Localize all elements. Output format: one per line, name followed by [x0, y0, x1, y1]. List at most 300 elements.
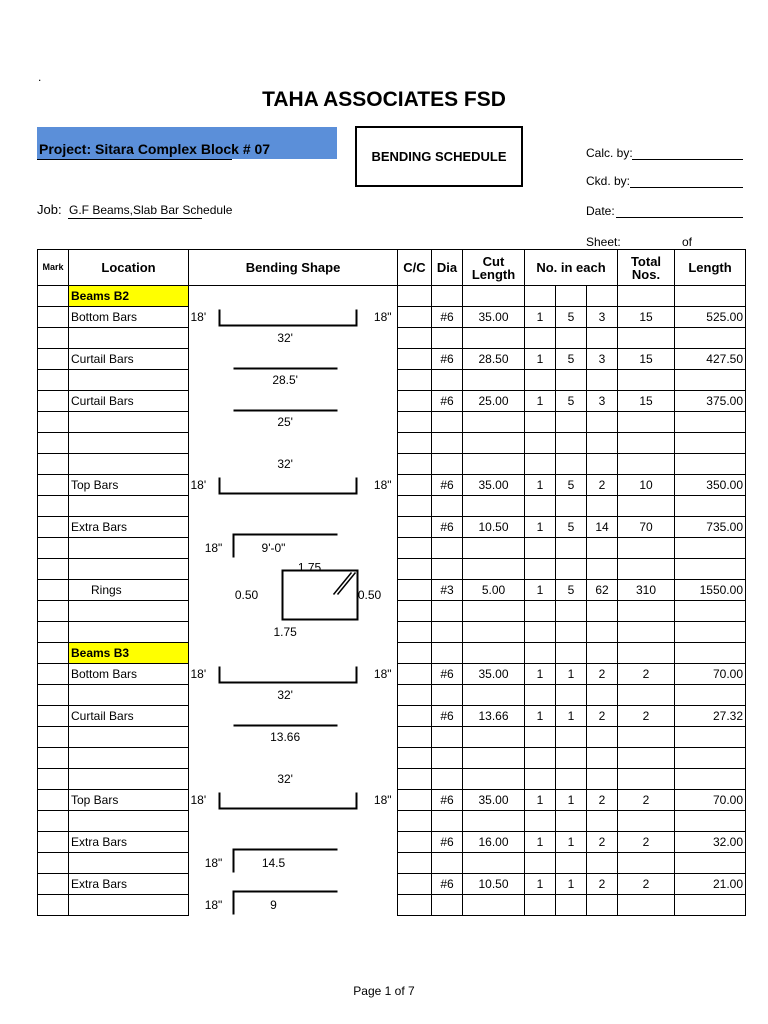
cell-len: 350.00	[675, 475, 746, 496]
cell-dia	[432, 685, 463, 706]
bar-left-length: 18'	[190, 667, 207, 681]
company-title: TAHA ASSOCIATES FSD	[262, 88, 506, 111]
bar-left-length: 18'	[190, 793, 207, 807]
cell-cut	[463, 370, 525, 391]
cell-total	[618, 433, 675, 454]
cell-cc	[398, 832, 432, 853]
cell-n1	[525, 559, 556, 580]
cell-loc: Extra Bars	[69, 832, 189, 853]
table-row	[38, 496, 746, 517]
cell-loc	[69, 370, 189, 391]
cell-len	[675, 769, 746, 790]
cell-n3	[587, 769, 618, 790]
table-row	[38, 601, 746, 622]
cell-shape	[189, 811, 398, 832]
cell-len	[675, 286, 746, 307]
cell-loc: Top Bars	[69, 475, 189, 496]
cell-dia	[432, 748, 463, 769]
cell-cc	[398, 370, 432, 391]
cell-n1	[525, 412, 556, 433]
cell-len	[675, 895, 746, 916]
cell-n1	[525, 370, 556, 391]
cell-shape	[189, 685, 398, 706]
cell-n2	[556, 769, 587, 790]
cell-shape	[189, 538, 398, 559]
cell-mark	[38, 454, 69, 475]
cell-len: 32.00	[675, 832, 746, 853]
table-row	[38, 412, 746, 433]
cell-loc: Extra Bars	[69, 874, 189, 895]
cell-mark	[38, 391, 69, 412]
table-row	[38, 433, 746, 454]
cell-n2	[556, 748, 587, 769]
cell-dia	[432, 622, 463, 643]
cell-loc	[69, 622, 189, 643]
cell-total	[618, 559, 675, 580]
cell-n1: 1	[525, 832, 556, 853]
cell-n3: 2	[587, 832, 618, 853]
cell-cut	[463, 769, 525, 790]
cell-n3: 14	[587, 517, 618, 538]
cell-shape	[189, 601, 398, 622]
cell-n3	[587, 601, 618, 622]
extra-bar-hook-length: 18"	[204, 898, 223, 912]
cell-loc	[69, 328, 189, 349]
cell-dia: #3	[432, 580, 463, 601]
cell-dia	[432, 328, 463, 349]
col-location: Location	[69, 250, 189, 286]
cell-shape	[189, 748, 398, 769]
table-row	[38, 811, 746, 832]
cell-shape	[189, 454, 398, 475]
table-row	[38, 769, 746, 790]
col-mark: Mark	[38, 250, 69, 286]
cell-loc: Curtail Bars	[69, 349, 189, 370]
cell-total	[618, 496, 675, 517]
cell-loc	[69, 895, 189, 916]
table-row	[38, 832, 746, 853]
cell-total	[618, 622, 675, 643]
cell-dia	[432, 370, 463, 391]
cell-shape	[189, 622, 398, 643]
cell-n3	[587, 454, 618, 475]
ring-top-length: 1.75	[297, 560, 322, 575]
cell-total: 15	[618, 391, 675, 412]
cell-shape	[189, 517, 398, 538]
cell-n2	[556, 622, 587, 643]
cell-mark	[38, 286, 69, 307]
cell-shape	[189, 643, 398, 664]
date-label: Date:	[586, 204, 615, 218]
cell-mark	[38, 769, 69, 790]
cell-n2	[556, 895, 587, 916]
cell-total	[618, 895, 675, 916]
job-underline	[68, 218, 202, 219]
cell-dia: #6	[432, 664, 463, 685]
table-row	[38, 517, 746, 538]
bar-right-length: 18"	[373, 478, 392, 492]
ckd-by-line	[630, 187, 743, 188]
cell-n2	[556, 433, 587, 454]
cell-mark	[38, 559, 69, 580]
cell-total	[618, 412, 675, 433]
cell-mark	[38, 748, 69, 769]
cell-mark	[38, 496, 69, 517]
cell-total	[618, 538, 675, 559]
table-row	[38, 853, 746, 874]
table-row	[38, 727, 746, 748]
cell-n3: 2	[587, 475, 618, 496]
extra-bar-hook-length: 18"	[204, 856, 223, 870]
cell-shape	[189, 475, 398, 496]
cell-n2: 5	[556, 475, 587, 496]
cell-n1	[525, 811, 556, 832]
cell-shape	[189, 580, 398, 601]
table-row	[38, 643, 746, 664]
bar-span-length: 32'	[277, 457, 293, 471]
cell-total: 2	[618, 832, 675, 853]
cell-total: 10	[618, 475, 675, 496]
cell-total: 15	[618, 307, 675, 328]
cell-cc	[398, 454, 432, 475]
cell-cc	[398, 433, 432, 454]
cell-n1	[525, 643, 556, 664]
cell-n2	[556, 370, 587, 391]
cell-dia	[432, 601, 463, 622]
cell-cut	[463, 643, 525, 664]
cell-mark	[38, 706, 69, 727]
cell-len	[675, 685, 746, 706]
table-row	[38, 538, 746, 559]
cell-n2	[556, 727, 587, 748]
cell-n1: 1	[525, 517, 556, 538]
cell-cc	[398, 349, 432, 370]
extra-bar-length: 9	[270, 898, 277, 912]
cell-len	[675, 454, 746, 475]
cell-cut	[463, 685, 525, 706]
cell-shape	[189, 433, 398, 454]
project-underline	[37, 159, 232, 160]
cell-loc: Extra Bars	[69, 517, 189, 538]
cell-loc: Curtail Bars	[69, 391, 189, 412]
cell-n1	[525, 727, 556, 748]
col-cut-length: Cut Length	[463, 250, 525, 286]
ckd-by-label: Ckd. by:	[586, 174, 631, 188]
cell-cut: 16.00	[463, 832, 525, 853]
cell-dia	[432, 853, 463, 874]
cell-loc	[69, 685, 189, 706]
cell-loc	[69, 748, 189, 769]
cell-shape	[189, 874, 398, 895]
cell-dia: #6	[432, 307, 463, 328]
cell-n1: 1	[525, 580, 556, 601]
cell-total	[618, 286, 675, 307]
cell-mark	[38, 811, 69, 832]
cell-n1: 1	[525, 790, 556, 811]
cell-dia	[432, 433, 463, 454]
cell-mark	[38, 664, 69, 685]
cell-len	[675, 622, 746, 643]
cell-n2	[556, 538, 587, 559]
cell-cc	[398, 874, 432, 895]
bar-span-length: 13.66	[270, 730, 301, 744]
cell-dia	[432, 538, 463, 559]
cell-cc	[398, 496, 432, 517]
bar-right-length: 18"	[373, 310, 392, 324]
cell-len	[675, 727, 746, 748]
bar-span-length: 32'	[277, 772, 293, 786]
cell-shape	[189, 349, 398, 370]
cell-shape	[189, 769, 398, 790]
cell-total	[618, 328, 675, 349]
cell-n2	[556, 496, 587, 517]
cell-n2: 5	[556, 307, 587, 328]
cell-mark	[38, 643, 69, 664]
cell-cc	[398, 559, 432, 580]
cell-cut: 5.00	[463, 580, 525, 601]
cell-shape	[189, 790, 398, 811]
cell-cc	[398, 706, 432, 727]
cell-total	[618, 727, 675, 748]
cell-mark	[38, 538, 69, 559]
cell-n3: 2	[587, 664, 618, 685]
col-total-nos: Total Nos.	[618, 250, 675, 286]
cell-mark	[38, 580, 69, 601]
cell-dia: #6	[432, 832, 463, 853]
cell-cut	[463, 454, 525, 475]
cell-total: 15	[618, 349, 675, 370]
cell-len	[675, 328, 746, 349]
cell-n1: 1	[525, 349, 556, 370]
cell-n3: 62	[587, 580, 618, 601]
cell-cc	[398, 307, 432, 328]
col-no-in-each: No. in each	[525, 250, 618, 286]
cell-dia	[432, 811, 463, 832]
cell-cc	[398, 538, 432, 559]
cell-cc	[398, 853, 432, 874]
cell-cut: 13.66	[463, 706, 525, 727]
cell-n1	[525, 853, 556, 874]
cell-loc: Bottom Bars	[69, 307, 189, 328]
bar-span-length: 28.5'	[272, 373, 298, 387]
col-dia: Dia	[432, 250, 463, 286]
cell-n1	[525, 895, 556, 916]
cell-cut: 25.00	[463, 391, 525, 412]
extra-bar-length: 14.5	[261, 856, 286, 870]
cell-loc	[69, 769, 189, 790]
cell-len: 525.00	[675, 307, 746, 328]
cell-cc	[398, 685, 432, 706]
sheet-of-label: of	[682, 235, 693, 249]
cell-dia	[432, 895, 463, 916]
extra-bar-hook-length: 18"	[204, 541, 223, 555]
table-row	[38, 559, 746, 580]
col-cc: C/C	[398, 250, 432, 286]
cell-cc	[398, 286, 432, 307]
cell-n3	[587, 622, 618, 643]
bar-span-length: 32'	[277, 331, 293, 345]
table-row	[38, 391, 746, 412]
cell-cc	[398, 748, 432, 769]
cell-n2: 1	[556, 664, 587, 685]
cell-n3	[587, 559, 618, 580]
cell-shape	[189, 307, 398, 328]
cell-len: 735.00	[675, 517, 746, 538]
cell-shape	[189, 412, 398, 433]
cell-cut	[463, 853, 525, 874]
cell-mark	[38, 790, 69, 811]
bar-left-length: 18'	[190, 310, 207, 324]
cell-n2: 5	[556, 580, 587, 601]
cell-cc	[398, 517, 432, 538]
date-line	[616, 217, 743, 218]
cell-shape	[189, 832, 398, 853]
cell-total	[618, 769, 675, 790]
table-row	[38, 895, 746, 916]
cell-total	[618, 811, 675, 832]
cell-cc	[398, 601, 432, 622]
cell-mark	[38, 895, 69, 916]
cell-n1: 1	[525, 391, 556, 412]
cell-n1: 1	[525, 307, 556, 328]
cell-loc: Rings	[69, 580, 189, 601]
cell-n3: 3	[587, 307, 618, 328]
cell-total	[618, 853, 675, 874]
table-row	[38, 475, 746, 496]
cell-len: 70.00	[675, 790, 746, 811]
extra-bar-length: 9'-0"	[261, 541, 286, 555]
cell-mark	[38, 622, 69, 643]
cell-n3: 3	[587, 349, 618, 370]
cell-cc	[398, 475, 432, 496]
cell-len: 427.50	[675, 349, 746, 370]
cell-shape	[189, 286, 398, 307]
bar-span-length: 25'	[277, 415, 293, 429]
table-row	[38, 349, 746, 370]
calc-by-label: Calc. by:	[586, 146, 633, 160]
cell-total	[618, 601, 675, 622]
cell-shape	[189, 664, 398, 685]
cell-len	[675, 559, 746, 580]
cell-n2: 5	[556, 349, 587, 370]
cell-cc	[398, 643, 432, 664]
cell-cut: 35.00	[463, 664, 525, 685]
cell-len	[675, 853, 746, 874]
bending-schedule-box: BENDING SCHEDULE	[355, 126, 523, 187]
cell-cc	[398, 769, 432, 790]
table-row	[38, 874, 746, 895]
cell-loc: Top Bars	[69, 790, 189, 811]
cell-mark	[38, 832, 69, 853]
cell-cut: 28.50	[463, 349, 525, 370]
cell-n2	[556, 643, 587, 664]
cell-n2	[556, 601, 587, 622]
cell-n2	[556, 811, 587, 832]
bar-span-length: 32'	[277, 688, 293, 702]
cell-cc	[398, 727, 432, 748]
cell-n2: 5	[556, 391, 587, 412]
cell-cc	[398, 580, 432, 601]
table-row	[38, 664, 746, 685]
cell-dia	[432, 286, 463, 307]
cell-cc	[398, 811, 432, 832]
col-bending-shape: Bending Shape	[189, 250, 398, 286]
cell-n2: 1	[556, 706, 587, 727]
bar-right-length: 18"	[373, 793, 392, 807]
cell-cut	[463, 538, 525, 559]
ring-right-length: 0.50	[357, 588, 382, 602]
cell-shape	[189, 559, 398, 580]
cell-loc	[69, 433, 189, 454]
cell-len	[675, 748, 746, 769]
cell-loc	[69, 559, 189, 580]
cell-n3: 2	[587, 874, 618, 895]
cell-cut	[463, 811, 525, 832]
cell-loc	[69, 853, 189, 874]
cell-n2	[556, 412, 587, 433]
cell-n1	[525, 286, 556, 307]
bar-left-length: 18'	[190, 478, 207, 492]
cell-n3	[587, 370, 618, 391]
cell-total: 2	[618, 664, 675, 685]
cell-shape	[189, 496, 398, 517]
cell-dia	[432, 454, 463, 475]
calc-by-line	[632, 159, 743, 160]
cell-total: 70	[618, 517, 675, 538]
cell-n2	[556, 454, 587, 475]
cell-len: 21.00	[675, 874, 746, 895]
cell-mark	[38, 727, 69, 748]
cell-len	[675, 538, 746, 559]
cell-dia: #6	[432, 517, 463, 538]
cell-cut	[463, 328, 525, 349]
table-row	[38, 748, 746, 769]
cell-len	[675, 433, 746, 454]
cell-cut: 10.50	[463, 874, 525, 895]
cell-shape	[189, 727, 398, 748]
cell-total: 2	[618, 874, 675, 895]
cell-mark	[38, 328, 69, 349]
cell-cut	[463, 748, 525, 769]
cell-dia	[432, 496, 463, 517]
cell-cc	[398, 328, 432, 349]
cell-dia: #6	[432, 874, 463, 895]
cell-n3	[587, 748, 618, 769]
cell-cc	[398, 790, 432, 811]
cell-n2: 1	[556, 832, 587, 853]
cell-mark	[38, 517, 69, 538]
cell-dia: #6	[432, 475, 463, 496]
cell-len	[675, 496, 746, 517]
cell-mark	[38, 349, 69, 370]
cell-shape	[189, 853, 398, 874]
cell-total	[618, 454, 675, 475]
cell-cc	[398, 895, 432, 916]
cell-n3	[587, 433, 618, 454]
cell-total	[618, 643, 675, 664]
cell-len: 1550.00	[675, 580, 746, 601]
cell-n1: 1	[525, 475, 556, 496]
cell-cc	[398, 622, 432, 643]
cell-n3	[587, 538, 618, 559]
cell-dia: #6	[432, 349, 463, 370]
cell-total: 2	[618, 790, 675, 811]
cell-len: 70.00	[675, 664, 746, 685]
cell-loc	[69, 538, 189, 559]
project-banner	[37, 127, 337, 159]
cell-mark	[38, 412, 69, 433]
table-row	[38, 307, 746, 328]
